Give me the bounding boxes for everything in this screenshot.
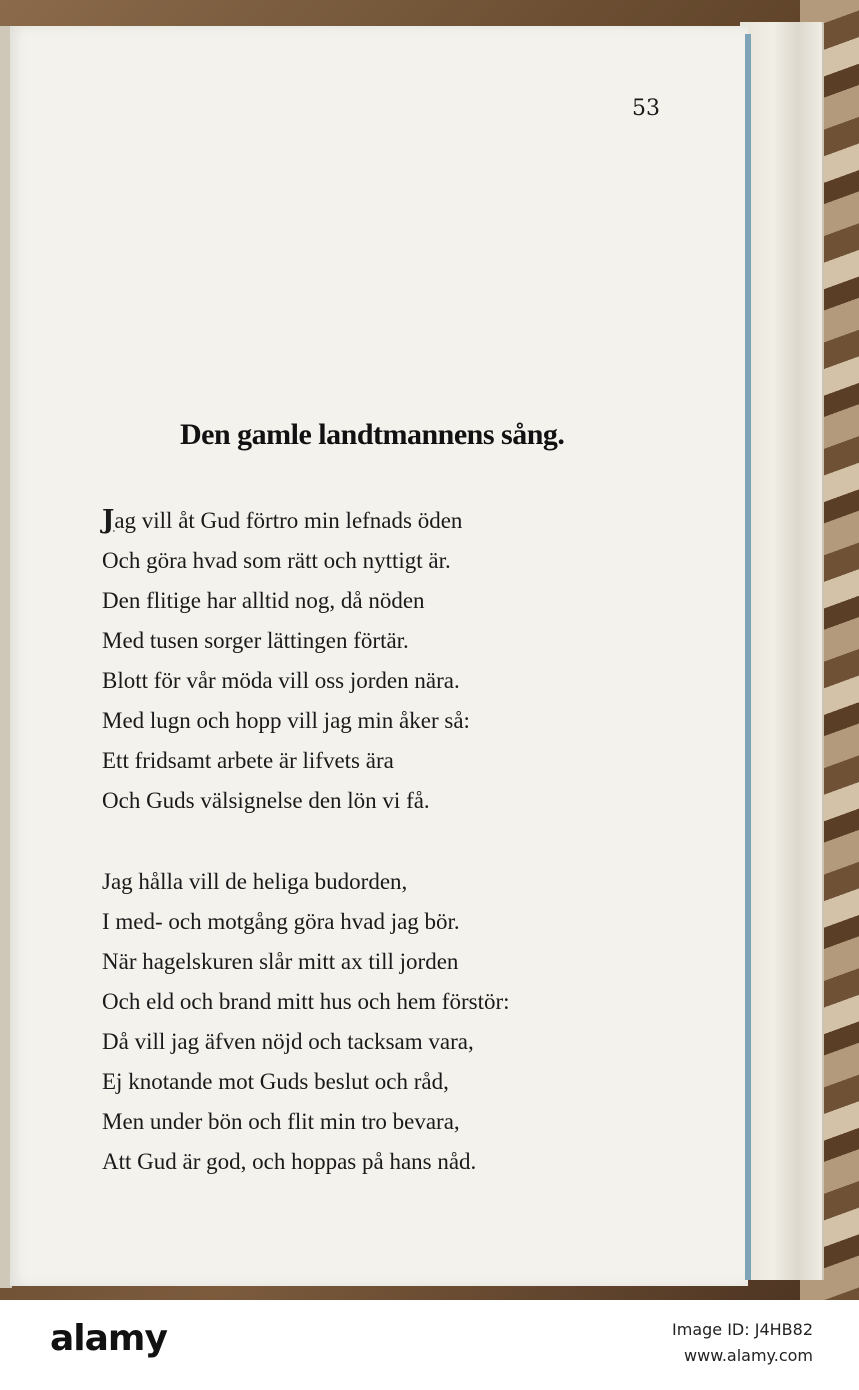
poem-line: Att Gud är god, och hoppas på hans nåd. — [102, 1149, 477, 1174]
poem-line: När hagelskuren slår mitt ax till jorden — [102, 949, 459, 974]
brand-logo: alamy — [50, 1318, 167, 1359]
poem-line: Ett fridsamt arbete är lifvets ära — [102, 748, 394, 773]
poem-line: Ej knotande mot Guds beslut och råd, — [102, 1069, 449, 1094]
poem-line: I med- och motgång göra hvad jag bör. — [102, 909, 460, 934]
page-number: 53 — [632, 96, 660, 121]
poem-line: Men under bön och flit min tro bevara, — [102, 1109, 460, 1134]
poem-title: Den gamle landtmannens sång. — [180, 418, 565, 451]
poem-line: Och Guds välsignelse den lön vi få. — [102, 788, 430, 813]
image-id: Image ID: J4HB82 — [672, 1320, 813, 1339]
stanza-1 — [102, 500, 470, 821]
poem-line: Med lugn och hopp vill jag min åker så: — [102, 708, 470, 733]
poem-line: Blott för vår möda vill oss jorden nära. — [102, 668, 460, 693]
drop-cap: J — [102, 505, 115, 535]
poem-line: Och göra hvad som rätt och nyttigt är. — [102, 548, 451, 573]
poem-line: Jag hålla vill de heliga budorden, — [102, 869, 408, 894]
page-stack — [740, 22, 824, 1280]
poem-line: Och eld och brand mitt hus och hem förstör: — [102, 989, 510, 1014]
site-url: www.alamy.com — [684, 1346, 813, 1365]
poem-line: Då vill jag äfven nöjd och tacksam vara, — [102, 1029, 474, 1054]
page-edge — [745, 34, 751, 1280]
poem-line: Den flitige har alltid nog, då nöden — [102, 588, 425, 613]
poem-line: Med tusen sorger lättingen förtär. — [102, 628, 409, 653]
poem-line: Jag vill åt Gud förtro min lefnads öden — [102, 500, 470, 541]
stanza-2 — [102, 862, 510, 1182]
